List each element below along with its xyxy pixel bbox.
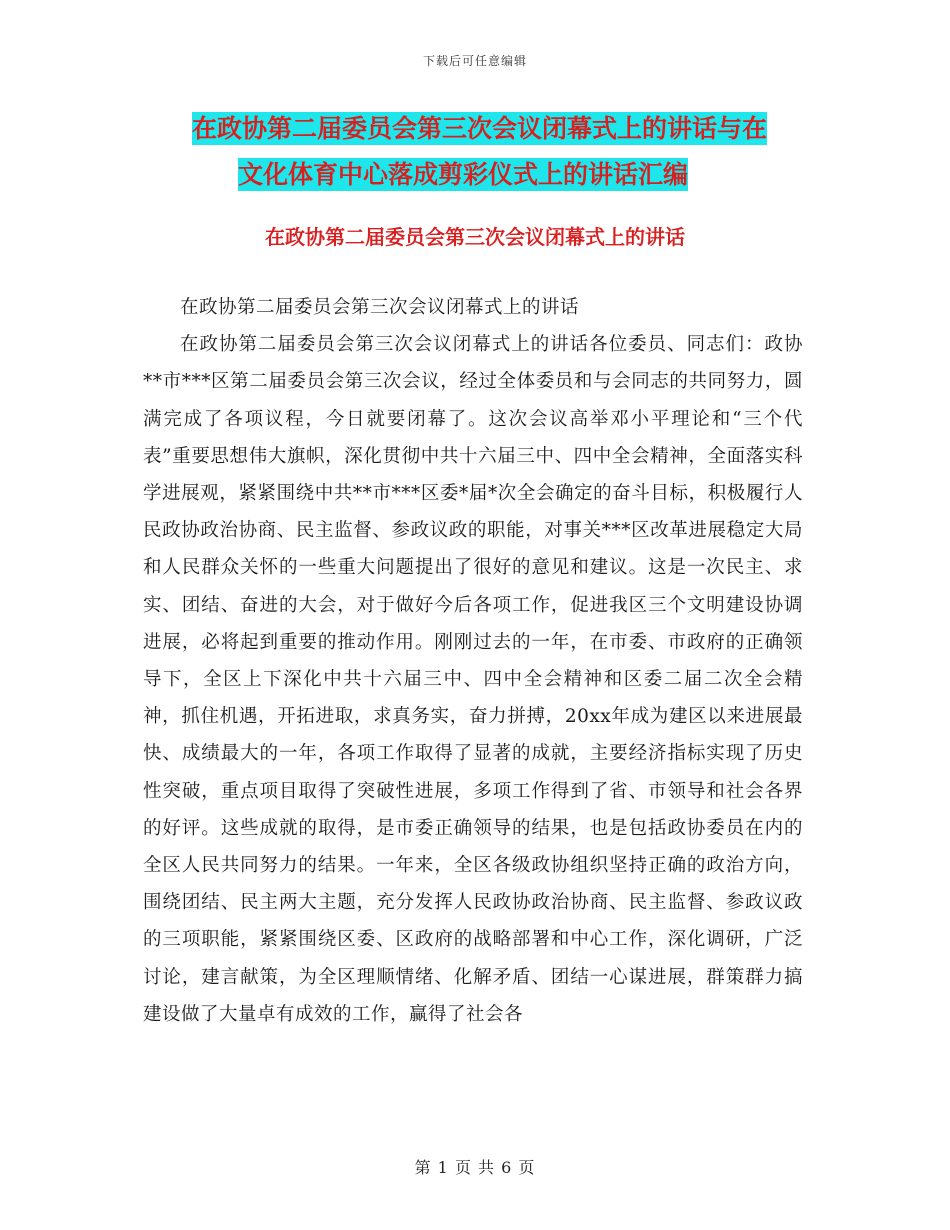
title-line-2-text: 文化体育中心落成剪彩仪式上的讲话汇编 xyxy=(238,160,689,189)
section-title: 在政协第二届委员会第三次会议闭幕式上的讲话 xyxy=(265,225,685,249)
document-title-line-2 xyxy=(150,152,850,198)
title-line-1-text: 在政协第二届委员会第三次会议闭幕式上的讲话与在 xyxy=(192,114,768,143)
document-body xyxy=(143,289,803,1033)
body-paragraph: 在政协第二届委员会第三次会议闭幕式上的讲话 xyxy=(180,297,580,318)
body-paragraph: 在政协第二届委员会第三次会议闭幕式上的讲话各位委员、同志们：政协**市***区第二届委员会第三次会议，经过全体委员和与会同志的共同努力，圆满完成了各项议程，今日就要闭幕了。这次会议高举邓小平理论和“三个代表”重要思想伟大旗帜，深化贯彻中共十六届三中、四中全会精神，全面落实科学进展观，紧紧围绕中共**市***区委*届*次全会确定的奋斗目标，积极履行人民政协政治协商、民主监督、参政议政的职能，对事关***区改革进展稳定大局和人民群众关怀的一些重大问题提出了很好的意见和建议。这是一次民主、求实、团结、奋进的大会，对于做好今后各项工作，促进我区三个文明建设协调进展，必将起到重要的推动作用。刚刚过去的一年，在市委、市政府的正确领导下，全区上下深化中共十六届三中、四中全会精神和区委二届二次全会精神，抓住机遇，开拓进取，求真务实，奋力拼搏，20xx年成为建区以来进展最快、成绩最大的一年，各项工作取得了显著的成就，主要经济指标实现了历史性突破，重点项目取得了突破性进展，多项工作得到了省、市领导和社会各界的好评。这些成就的取得，是市委正确领导的结果，也是包括政协委员在内的全区人民共同努力的结果。一年来，全区各级政协组织坚持正确的政治方向，围绕团结、民主两大主题，充分发挥人民政协政治协商、民主监督、参政议政的三项职能，紧紧围绕区委、区政府的战略部署和中心工作，深化调研，广泛讨论，建言献策，为全区理顺情绪、化解矛盾、团结一心谋进展，群策群力搞建设做了大量卓有成效的工作，赢得了社会各 xyxy=(143,334,803,1025)
document-title-line-1 xyxy=(150,106,850,152)
page-number-footer: 第 1 页 共 6 页 xyxy=(414,1158,536,1177)
document-title xyxy=(150,106,850,198)
page-header-note: 下载后可任意编辑 xyxy=(422,54,527,68)
